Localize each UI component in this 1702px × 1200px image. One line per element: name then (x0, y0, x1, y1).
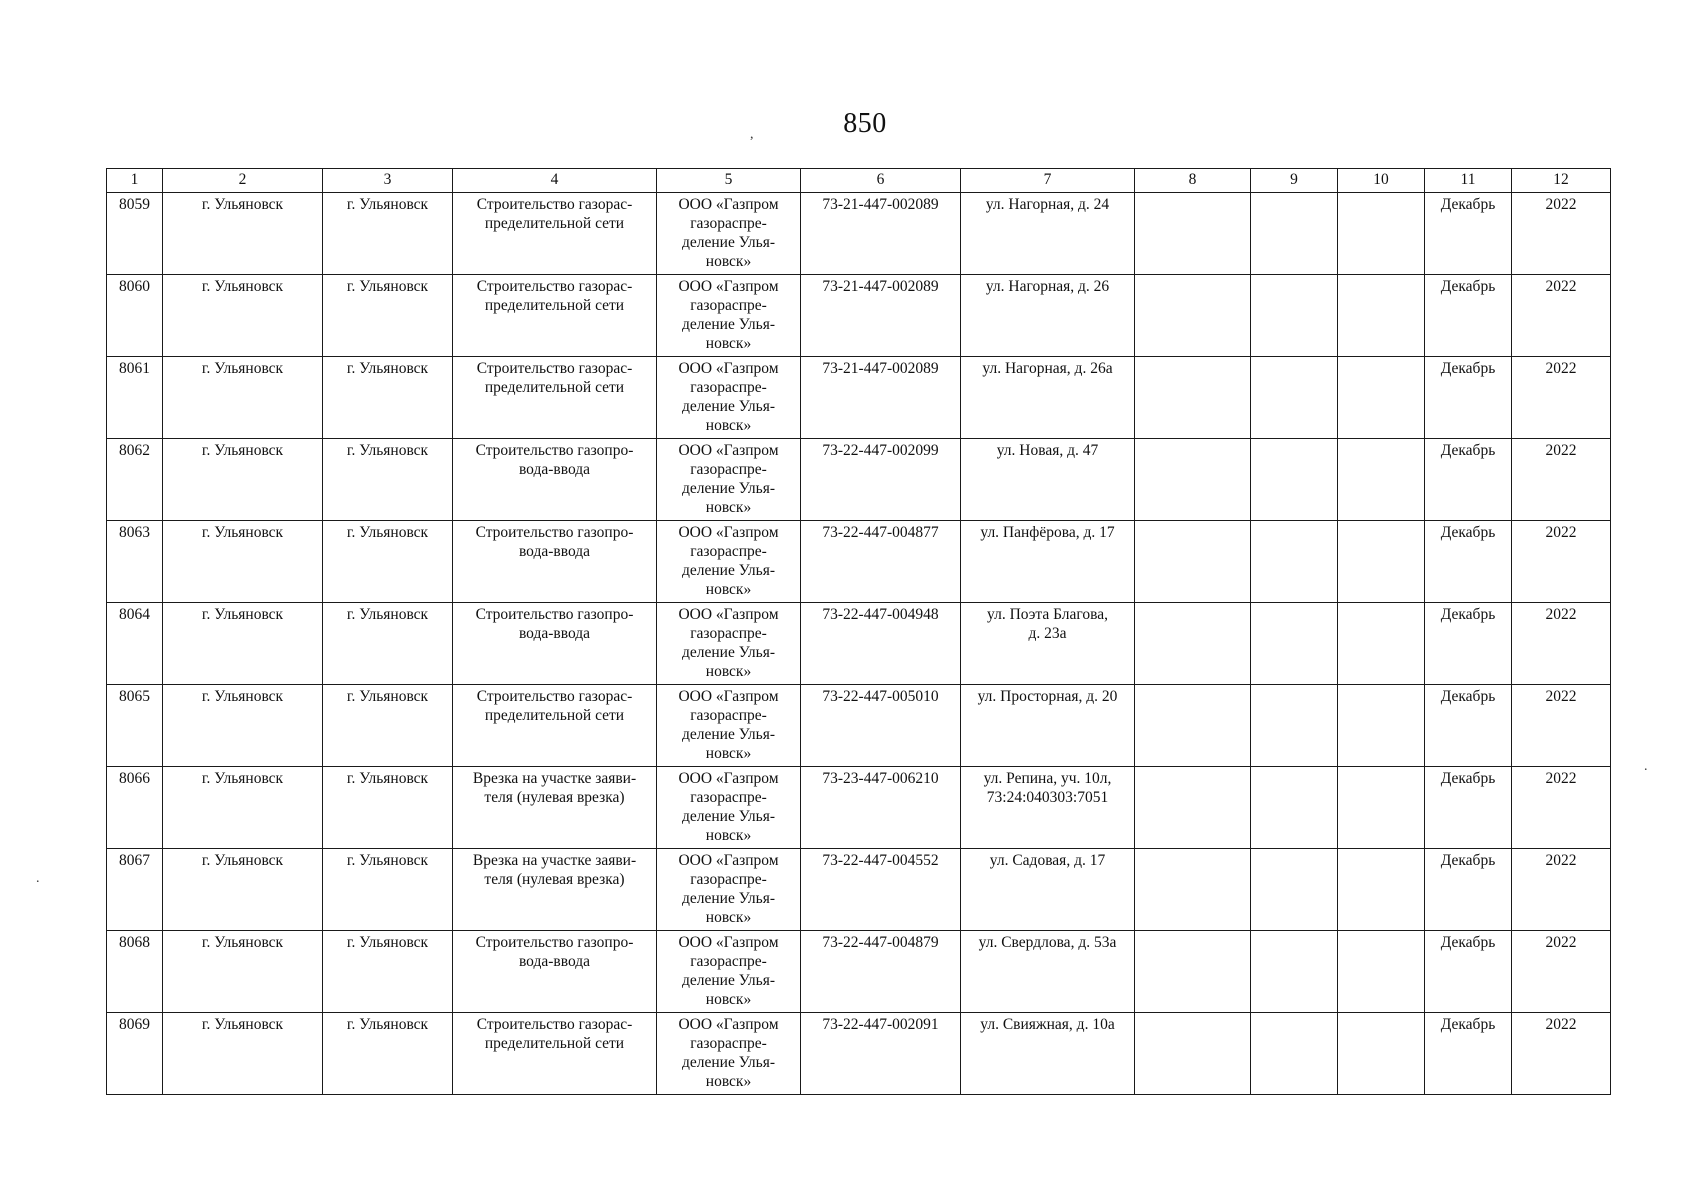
cell-col-8 (1135, 767, 1251, 849)
column-header-2: 2 (163, 169, 323, 193)
cell-settlement: г. Ульяновск (323, 685, 453, 767)
cell-settlement: г. Ульяновск (323, 931, 453, 1013)
cell-month: Декабрь (1425, 767, 1512, 849)
cell-year: 2022 (1512, 685, 1611, 767)
table-row (107, 849, 1611, 931)
cell-municipality: г. Ульяновск (163, 849, 323, 931)
column-header-10: 10 (1338, 169, 1425, 193)
cell-month: Декабрь (1425, 685, 1512, 767)
cell-col-9 (1251, 849, 1338, 931)
cell-address: ул. Поэта Благова, д. 23а (961, 603, 1135, 685)
cell-year: 2022 (1512, 849, 1611, 931)
table-row (107, 193, 1611, 275)
cell-month: Декабрь (1425, 357, 1512, 439)
cell-organization: ООО «Газпром газораспре- деление Улья- новск» (657, 357, 801, 439)
cell-month: Декабрь (1425, 931, 1512, 1013)
cell-organization: ООО «Газпром газораспре- деление Улья- новск» (657, 275, 801, 357)
cell-col-10 (1338, 685, 1425, 767)
cell-address: ул. Свияжная, д. 10а (961, 1013, 1135, 1095)
column-header-11: 11 (1425, 169, 1512, 193)
cell-municipality: г. Ульяновск (163, 767, 323, 849)
cell-year: 2022 (1512, 439, 1611, 521)
cell-organization: ООО «Газпром газораспре- деление Улья- новск» (657, 1013, 801, 1095)
cell-work-type: Строительство газопро- вода-ввода (453, 439, 657, 521)
table-row (107, 603, 1611, 685)
cell-col-9 (1251, 603, 1338, 685)
cell-col-10 (1338, 357, 1425, 439)
cell-organization: ООО «Газпром газораспре- деление Улья- новск» (657, 849, 801, 931)
cell-col-9 (1251, 275, 1338, 357)
cell-month: Декабрь (1425, 603, 1512, 685)
cell-municipality: г. Ульяновск (163, 439, 323, 521)
cell-col-8 (1135, 931, 1251, 1013)
cell-settlement: г. Ульяновск (323, 275, 453, 357)
cell-settlement: г. Ульяновск (323, 521, 453, 603)
page-number: 850 (843, 108, 887, 139)
cell-col-9 (1251, 685, 1338, 767)
cell-municipality: г. Ульяновск (163, 357, 323, 439)
header-row (107, 169, 1611, 193)
cell-reg-number: 73-21-447-002089 (801, 275, 961, 357)
cell-row-number: 8068 (107, 931, 163, 1013)
cell-col-10 (1338, 767, 1425, 849)
cell-month: Декабрь (1425, 849, 1512, 931)
cell-row-number: 8069 (107, 1013, 163, 1095)
column-header-6: 6 (801, 169, 961, 193)
cell-municipality: г. Ульяновск (163, 521, 323, 603)
cell-work-type: Врезка на участке заяви- теля (нулевая врезка) (453, 849, 657, 931)
cell-reg-number: 73-22-447-005010 (801, 685, 961, 767)
cell-organization: ООО «Газпром газораспре- деление Улья- новск» (657, 931, 801, 1013)
cell-col-10 (1338, 849, 1425, 931)
cell-settlement: г. Ульяновск (323, 849, 453, 931)
cell-col-9 (1251, 193, 1338, 275)
cell-address: ул. Нагорная, д. 26 (961, 275, 1135, 357)
cell-col-8 (1135, 357, 1251, 439)
cell-organization: ООО «Газпром газораспре- деление Улья- новск» (657, 521, 801, 603)
cell-col-10 (1338, 193, 1425, 275)
cell-row-number: 8059 (107, 193, 163, 275)
column-header-7: 7 (961, 169, 1135, 193)
cell-municipality: г. Ульяновск (163, 685, 323, 767)
column-header-3: 3 (323, 169, 453, 193)
cell-year: 2022 (1512, 603, 1611, 685)
cell-year: 2022 (1512, 193, 1611, 275)
cell-address: ул. Нагорная, д. 24 (961, 193, 1135, 275)
cell-address: ул. Садовая, д. 17 (961, 849, 1135, 931)
cell-col-10 (1338, 439, 1425, 521)
cell-col-10 (1338, 275, 1425, 357)
cell-year: 2022 (1512, 1013, 1611, 1095)
table-row (107, 275, 1611, 357)
cell-reg-number: 73-22-447-002091 (801, 1013, 961, 1095)
cell-row-number: 8060 (107, 275, 163, 357)
cell-address: ул. Просторная, д. 20 (961, 685, 1135, 767)
cell-row-number: 8064 (107, 603, 163, 685)
cell-col-9 (1251, 767, 1338, 849)
cell-reg-number: 73-22-447-004877 (801, 521, 961, 603)
cell-work-type: Строительство газорас- пределительной сети (453, 357, 657, 439)
cell-year: 2022 (1512, 521, 1611, 603)
cell-col-10 (1338, 521, 1425, 603)
scan-speck: , (750, 127, 754, 142)
scan-speck: . (36, 871, 40, 886)
cell-address: ул. Нагорная, д. 26а (961, 357, 1135, 439)
cell-month: Декабрь (1425, 193, 1512, 275)
cell-work-type: Врезка на участке заяви- теля (нулевая врезка) (453, 767, 657, 849)
cell-row-number: 8066 (107, 767, 163, 849)
table-row (107, 439, 1611, 521)
table-row (107, 521, 1611, 603)
cell-address: ул. Новая, д. 47 (961, 439, 1135, 521)
cell-reg-number: 73-21-447-002089 (801, 357, 961, 439)
table-row (107, 767, 1611, 849)
cell-organization: ООО «Газпром газораспре- деление Улья- новск» (657, 603, 801, 685)
cell-work-type: Строительство газорас- пределительной сети (453, 193, 657, 275)
cell-work-type: Строительство газорас- пределительной сети (453, 1013, 657, 1095)
cell-col-8 (1135, 275, 1251, 357)
cell-month: Декабрь (1425, 1013, 1512, 1095)
cell-row-number: 8067 (107, 849, 163, 931)
cell-settlement: г. Ульяновск (323, 193, 453, 275)
cell-municipality: г. Ульяновск (163, 275, 323, 357)
column-header-5: 5 (657, 169, 801, 193)
cell-address: ул. Свердлова, д. 53а (961, 931, 1135, 1013)
column-header-9: 9 (1251, 169, 1338, 193)
cell-reg-number: 73-22-447-004552 (801, 849, 961, 931)
cell-year: 2022 (1512, 931, 1611, 1013)
cell-month: Декабрь (1425, 521, 1512, 603)
cell-month: Декабрь (1425, 275, 1512, 357)
cell-row-number: 8061 (107, 357, 163, 439)
column-header-12: 12 (1512, 169, 1611, 193)
cell-reg-number: 73-23-447-006210 (801, 767, 961, 849)
cell-col-8 (1135, 439, 1251, 521)
cell-row-number: 8065 (107, 685, 163, 767)
registry-table (106, 168, 1611, 1095)
cell-municipality: г. Ульяновск (163, 1013, 323, 1095)
cell-settlement: г. Ульяновск (323, 767, 453, 849)
cell-col-8 (1135, 193, 1251, 275)
cell-col-8 (1135, 603, 1251, 685)
cell-col-10 (1338, 1013, 1425, 1095)
cell-row-number: 8063 (107, 521, 163, 603)
cell-col-9 (1251, 357, 1338, 439)
column-header-4: 4 (453, 169, 657, 193)
cell-col-10 (1338, 931, 1425, 1013)
cell-address: ул. Панфёрова, д. 17 (961, 521, 1135, 603)
cell-col-9 (1251, 439, 1338, 521)
table-row (107, 1013, 1611, 1095)
cell-year: 2022 (1512, 767, 1611, 849)
table-body (107, 193, 1611, 1095)
table-row (107, 685, 1611, 767)
cell-settlement: г. Ульяновск (323, 439, 453, 521)
cell-year: 2022 (1512, 275, 1611, 357)
cell-col-8 (1135, 1013, 1251, 1095)
cell-col-9 (1251, 931, 1338, 1013)
cell-reg-number: 73-22-447-004879 (801, 931, 961, 1013)
column-header-1: 1 (107, 169, 163, 193)
cell-work-type: Строительство газопро- вода-ввода (453, 521, 657, 603)
cell-work-type: Строительство газопро- вода-ввода (453, 603, 657, 685)
cell-reg-number: 73-22-447-004948 (801, 603, 961, 685)
cell-settlement: г. Ульяновск (323, 603, 453, 685)
cell-row-number: 8062 (107, 439, 163, 521)
cell-organization: ООО «Газпром газораспре- деление Улья- новск» (657, 767, 801, 849)
cell-municipality: г. Ульяновск (163, 931, 323, 1013)
cell-organization: ООО «Газпром газораспре- деление Улья- новск» (657, 439, 801, 521)
cell-organization: ООО «Газпром газораспре- деление Улья- новск» (657, 193, 801, 275)
cell-col-9 (1251, 521, 1338, 603)
cell-reg-number: 73-21-447-002089 (801, 193, 961, 275)
cell-organization: ООО «Газпром газораспре- деление Улья- новск» (657, 685, 801, 767)
cell-col-8 (1135, 685, 1251, 767)
cell-reg-number: 73-22-447-002099 (801, 439, 961, 521)
table-row (107, 931, 1611, 1013)
table-row (107, 357, 1611, 439)
column-header-8: 8 (1135, 169, 1251, 193)
cell-municipality: г. Ульяновск (163, 603, 323, 685)
cell-col-10 (1338, 603, 1425, 685)
scan-speck: . (1644, 759, 1648, 774)
cell-settlement: г. Ульяновск (323, 357, 453, 439)
cell-settlement: г. Ульяновск (323, 1013, 453, 1095)
cell-work-type: Строительство газорас- пределительной сети (453, 275, 657, 357)
cell-col-9 (1251, 1013, 1338, 1095)
cell-work-type: Строительство газопро- вода-ввода (453, 931, 657, 1013)
cell-address: ул. Репина, уч. 10л, 73:24:040303:7051 (961, 767, 1135, 849)
cell-col-8 (1135, 521, 1251, 603)
cell-work-type: Строительство газорас- пределительной сети (453, 685, 657, 767)
cell-year: 2022 (1512, 357, 1611, 439)
cell-col-8 (1135, 849, 1251, 931)
cell-month: Декабрь (1425, 439, 1512, 521)
cell-municipality: г. Ульяновск (163, 193, 323, 275)
